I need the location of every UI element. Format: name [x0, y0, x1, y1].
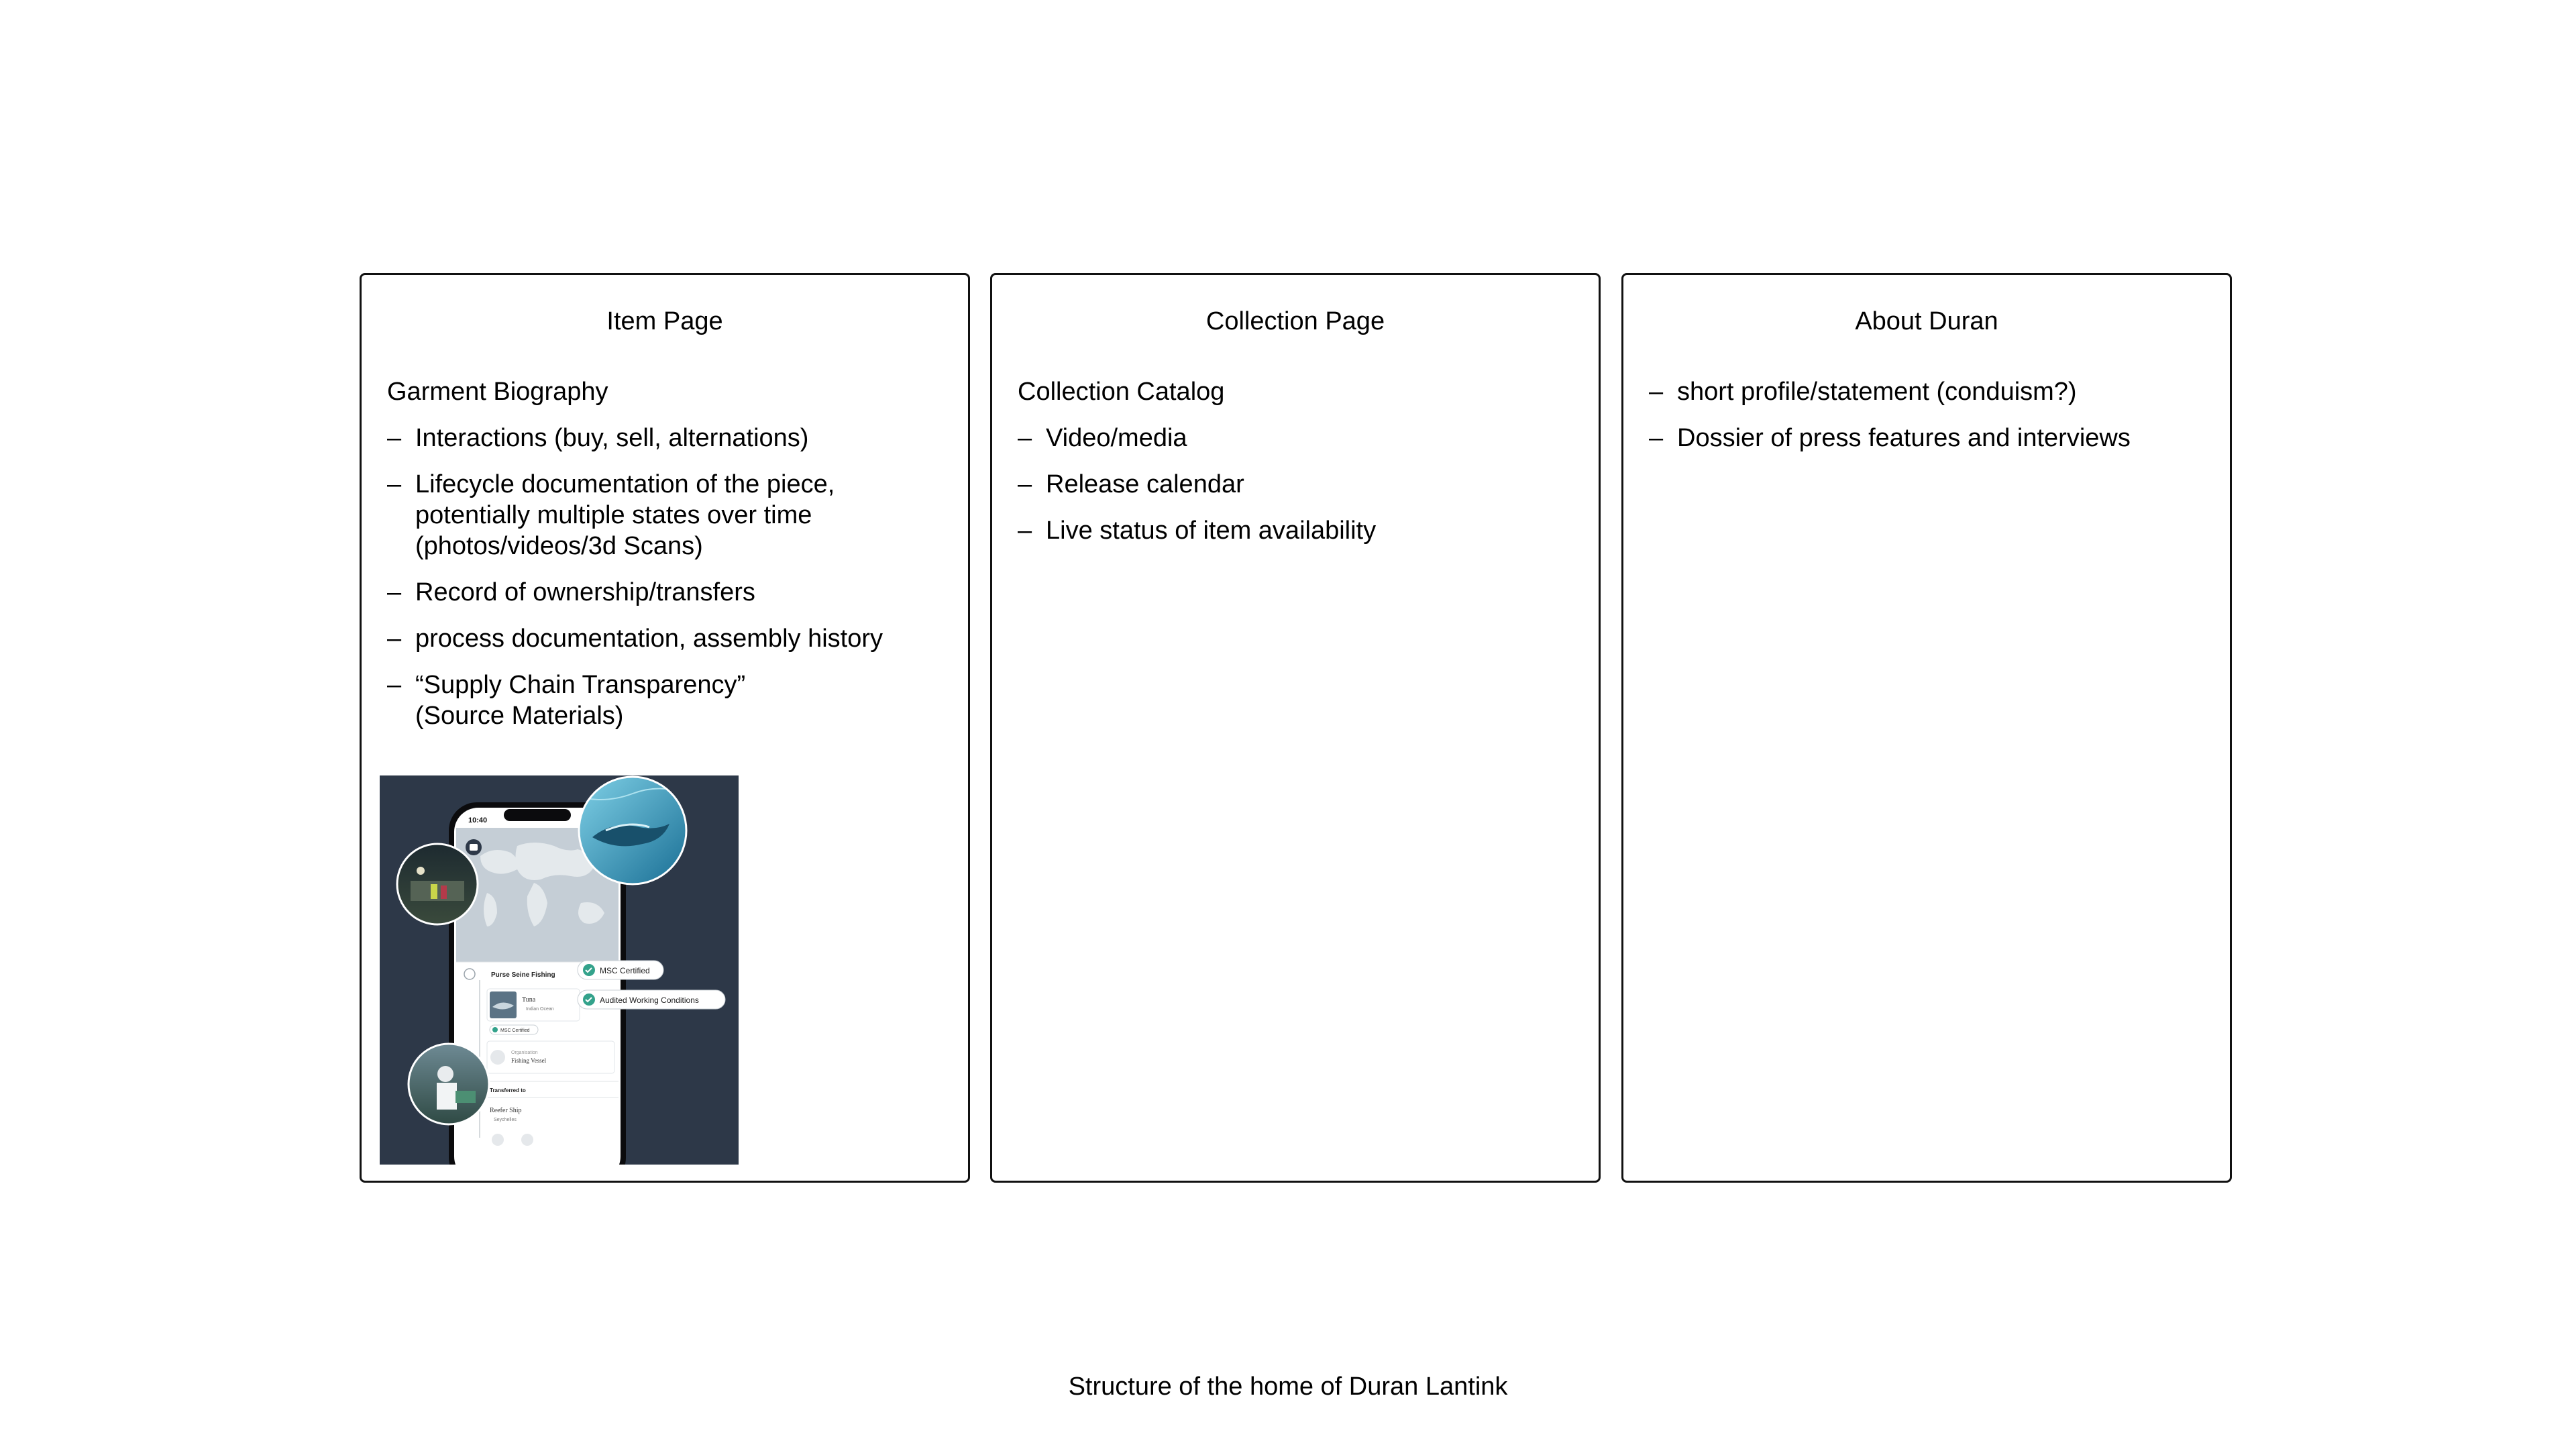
diagram-caption: Structure of the home of Duran Lantink: [1068, 1373, 1508, 1401]
small-certified-chip: MSC Certified: [500, 1028, 530, 1033]
org-value: Fishing Vessel: [511, 1057, 547, 1064]
list-item: – Dossier of press features and interviews: [1649, 423, 2210, 453]
collection-page-body: [1018, 376, 1578, 561]
garment-biography-heading: Garment Biography: [387, 378, 608, 406]
list-item: – Video/media: [1018, 423, 1578, 453]
item-page-card: [360, 273, 970, 1183]
company-name: Purse Seine Fishing: [491, 971, 555, 979]
collection-page-title: Collection Page: [1205, 307, 1385, 335]
list-item: – Release calendar: [1018, 469, 1578, 500]
transferred-label: Transferred to: [490, 1087, 526, 1093]
collection-page-list: [1018, 423, 1578, 546]
item-page-body: [387, 376, 948, 747]
list-item: – Interactions (buy, sell, alternations): [387, 423, 948, 453]
phone-time: 10:40: [468, 816, 488, 824]
badge-audited-working-conditions: [578, 990, 725, 1009]
product-origin: Indian Ocean: [526, 1007, 554, 1012]
item-page-title: Item Page: [606, 307, 723, 335]
list-item: – “Supply Chain Transparency” (Source Materials): [387, 669, 948, 731]
list-item: – Live status of item availability: [1018, 515, 1578, 546]
fishing-vessel-photo: [397, 844, 478, 924]
org-label: Organisation: [511, 1051, 538, 1055]
about-duran-body: [1649, 376, 2210, 469]
transferred-origin: Seychelles: [494, 1118, 517, 1122]
about-duran-list: [1649, 376, 2210, 453]
transferred-value: Reefer Ship: [490, 1107, 522, 1114]
product-name: Tuna: [522, 996, 536, 1004]
list-item: – Record of ownership/transfers: [387, 577, 948, 608]
list-item: – process documentation, assembly history: [387, 623, 948, 654]
collection-page-card: [990, 273, 1601, 1183]
item-page-list: [387, 423, 948, 731]
svg-text:MSC Certified: MSC Certified: [600, 966, 650, 975]
list-item: – Lifecycle documentation of the piece, potentially multiple states over time (photos/videos/3d Scans): [387, 469, 948, 561]
list-item: – short profile/statement (conduism?): [1649, 376, 2210, 407]
about-duran-title: About Duran: [1855, 307, 1998, 335]
supply-chain-illustration: [380, 775, 739, 1165]
collection-catalog-heading: Collection Catalog: [1018, 378, 1225, 406]
underwater-photo: [579, 777, 686, 884]
badge-msc-certified: [578, 961, 663, 979]
dock-worker-photo: [409, 1044, 489, 1124]
about-duran-card: [1621, 273, 2232, 1183]
svg-text:Audited Working Conditions: Audited Working Conditions: [600, 996, 699, 1005]
